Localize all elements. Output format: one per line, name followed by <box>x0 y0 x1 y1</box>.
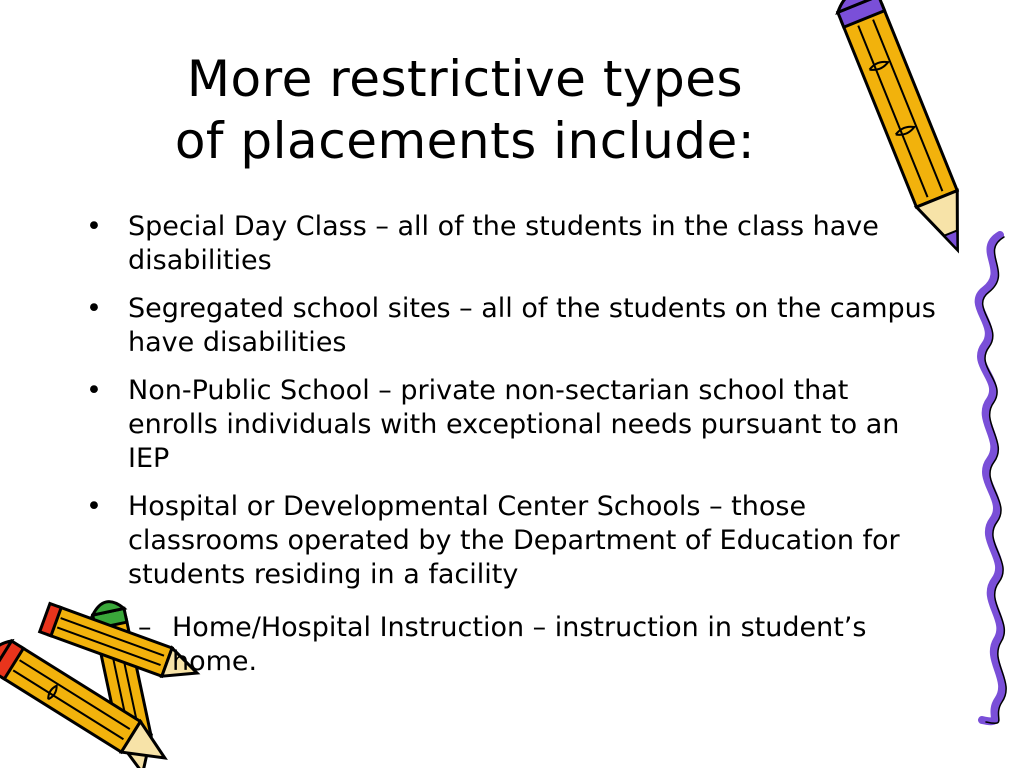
bullet-marker: • <box>86 375 102 406</box>
slide-title <box>90 48 840 172</box>
bullet-text: Special Day Class – all of the students in the class have disabilities <box>128 211 879 276</box>
list-item <box>84 374 944 476</box>
bullet-list <box>84 210 944 606</box>
sub-bullet-marker: – <box>138 612 152 643</box>
title-line-2: of placements include: <box>174 112 756 170</box>
sub-bullet-text: Home/Hospital Instruction – instruction in student’s home. <box>172 612 867 677</box>
bullet-marker: • <box>86 491 102 522</box>
title-line-1: More restrictive types <box>186 50 744 108</box>
bullet-text: Non-Public School – private non-sectarian school that enrolls individuals with exceptional needs pursuant to an IEP <box>128 375 900 474</box>
bullet-text: Hospital or Developmental Center Schools – those classrooms operated by the Department of Education for students residing in a facility <box>128 491 900 590</box>
list-item <box>84 490 944 592</box>
bullet-text: Segregated school sites – all of the students on the campus have disabilities <box>128 293 936 358</box>
list-item <box>84 210 944 278</box>
bullet-marker: • <box>86 293 102 324</box>
bullet-marker: • <box>86 211 102 242</box>
sub-bullet <box>138 611 898 679</box>
list-item <box>84 292 944 360</box>
